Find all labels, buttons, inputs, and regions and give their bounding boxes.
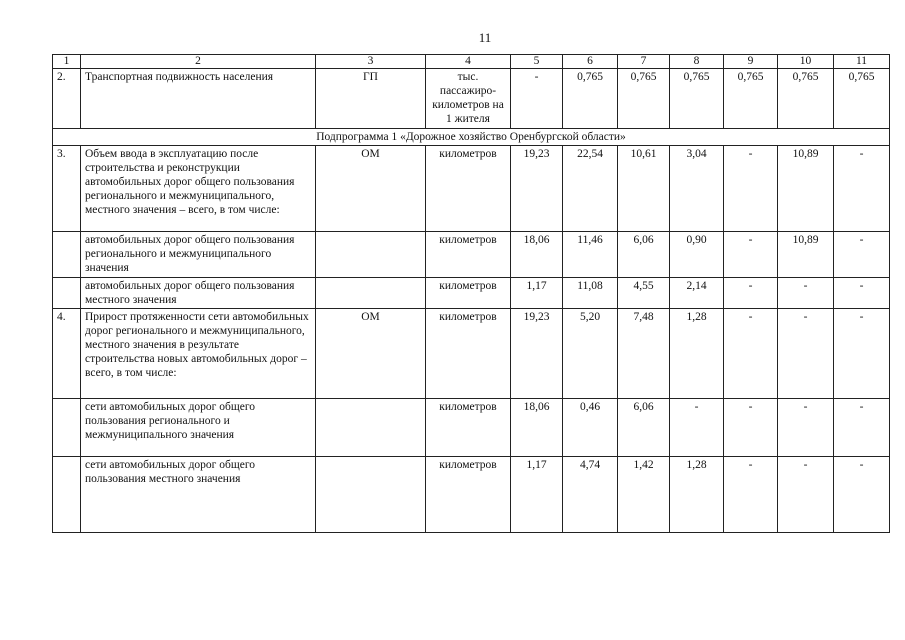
indicator-type: ОМ (316, 309, 426, 399)
value-cell: - (834, 278, 890, 309)
unit: километров (426, 278, 511, 309)
value-cell: - (834, 399, 890, 457)
row-number: 2. (53, 69, 81, 129)
unit: километров (426, 146, 511, 232)
value-cell: - (778, 457, 834, 533)
indicator-type: ОМ (316, 146, 426, 232)
row-number: 3. (53, 146, 81, 232)
value-cell: - (834, 146, 890, 232)
table-row (53, 69, 890, 129)
header-cell: 2 (81, 55, 316, 69)
header-cell: 6 (563, 55, 618, 69)
unit: километров (426, 457, 511, 533)
value-cell: - (724, 278, 778, 309)
value-cell: 19,23 (511, 309, 563, 399)
value-cell: 0,765 (563, 69, 618, 129)
value-cell: 0,765 (778, 69, 834, 129)
indicator-name: автомобильных дорог общего пользования регионального и межмуниципального значения (81, 232, 316, 278)
indicators-table (52, 54, 890, 533)
row-number-empty (53, 232, 81, 278)
value-cell: 7,48 (618, 309, 670, 399)
value-cell: 4,74 (563, 457, 618, 533)
row-number-empty (53, 399, 81, 457)
row-number-empty (53, 278, 81, 309)
value-cell: 0,765 (724, 69, 778, 129)
value-cell: 10,89 (778, 232, 834, 278)
header-cell: 10 (778, 55, 834, 69)
header-cell: 7 (618, 55, 670, 69)
value-cell: 22,54 (563, 146, 618, 232)
value-cell: 10,61 (618, 146, 670, 232)
value-cell: - (778, 399, 834, 457)
table-row (53, 309, 890, 399)
value-cell: - (724, 146, 778, 232)
value-cell: - (670, 399, 724, 457)
value-cell: 1,28 (670, 309, 724, 399)
header-cell: 11 (834, 55, 890, 69)
table-row (53, 457, 890, 533)
indicator-name: Транспортная подвижность населения (81, 69, 316, 129)
value-cell: 0,46 (563, 399, 618, 457)
header-cell: 8 (670, 55, 724, 69)
indicator-type-empty (316, 457, 426, 533)
value-cell: 1,17 (511, 278, 563, 309)
value-cell: - (511, 69, 563, 129)
value-cell: 18,06 (511, 399, 563, 457)
value-cell: 11,08 (563, 278, 618, 309)
indicator-name: Объем ввода в эксплуатацию после строительства и реконструкции автомобильных дорог общего пользования регионального и межмуниципального, местного значения – всего, в том числе: (81, 146, 316, 232)
value-cell: - (778, 309, 834, 399)
value-cell: 11,46 (563, 232, 618, 278)
header-cell: 9 (724, 55, 778, 69)
value-cell: - (834, 232, 890, 278)
value-cell: 1,17 (511, 457, 563, 533)
table-row (53, 146, 890, 232)
header-cell: 3 (316, 55, 426, 69)
table-row (53, 278, 890, 309)
value-cell: 3,04 (670, 146, 724, 232)
value-cell: 2,14 (670, 278, 724, 309)
value-cell: 5,20 (563, 309, 618, 399)
header-row (53, 55, 890, 69)
indicator-type-empty (316, 278, 426, 309)
table-row (53, 399, 890, 457)
indicator-name: Прирост протяженности сети автомобильных дорог регионального и межмуниципального, местного значения в результате строительства новых автомобильных дорог – всего, в том числе: (81, 309, 316, 399)
indicator-type-empty (316, 232, 426, 278)
table-row (53, 232, 890, 278)
unit: километров (426, 399, 511, 457)
value-cell: 1,42 (618, 457, 670, 533)
row-number-empty (53, 457, 81, 533)
value-cell: - (724, 457, 778, 533)
value-cell: 19,23 (511, 146, 563, 232)
unit: километров (426, 309, 511, 399)
value-cell: 0,90 (670, 232, 724, 278)
header-cell: 4 (426, 55, 511, 69)
value-cell: 6,06 (618, 399, 670, 457)
subprogram-title: Подпрограмма 1 «Дорожное хозяйство Оренбургской области» (53, 129, 890, 146)
value-cell: - (834, 457, 890, 533)
value-cell: 18,06 (511, 232, 563, 278)
value-cell: 0,765 (618, 69, 670, 129)
header-cell: 5 (511, 55, 563, 69)
value-cell: 1,28 (670, 457, 724, 533)
value-cell: - (724, 309, 778, 399)
row-number: 4. (53, 309, 81, 399)
unit: тыс. пассажиро-километров на 1 жителя (426, 69, 511, 129)
value-cell: - (834, 309, 890, 399)
indicator-name: автомобильных дорог общего пользования местного значения (81, 278, 316, 309)
value-cell: - (778, 278, 834, 309)
indicator-name: сети автомобильных дорог общего пользования местного значения (81, 457, 316, 533)
page-number: 11 (478, 30, 492, 45)
value-cell: 0,765 (834, 69, 890, 129)
unit: километров (426, 232, 511, 278)
value-cell: - (724, 399, 778, 457)
value-cell: 0,765 (670, 69, 724, 129)
header-cell: 1 (53, 55, 81, 69)
value-cell: 6,06 (618, 232, 670, 278)
value-cell: - (724, 232, 778, 278)
value-cell: 4,55 (618, 278, 670, 309)
value-cell: 10,89 (778, 146, 834, 232)
indicator-type-empty (316, 399, 426, 457)
subprogram-row (53, 129, 890, 146)
indicator-name: сети автомобильных дорог общего пользования регионального и межмуниципального значения (81, 399, 316, 457)
indicator-type: ГП (316, 69, 426, 129)
